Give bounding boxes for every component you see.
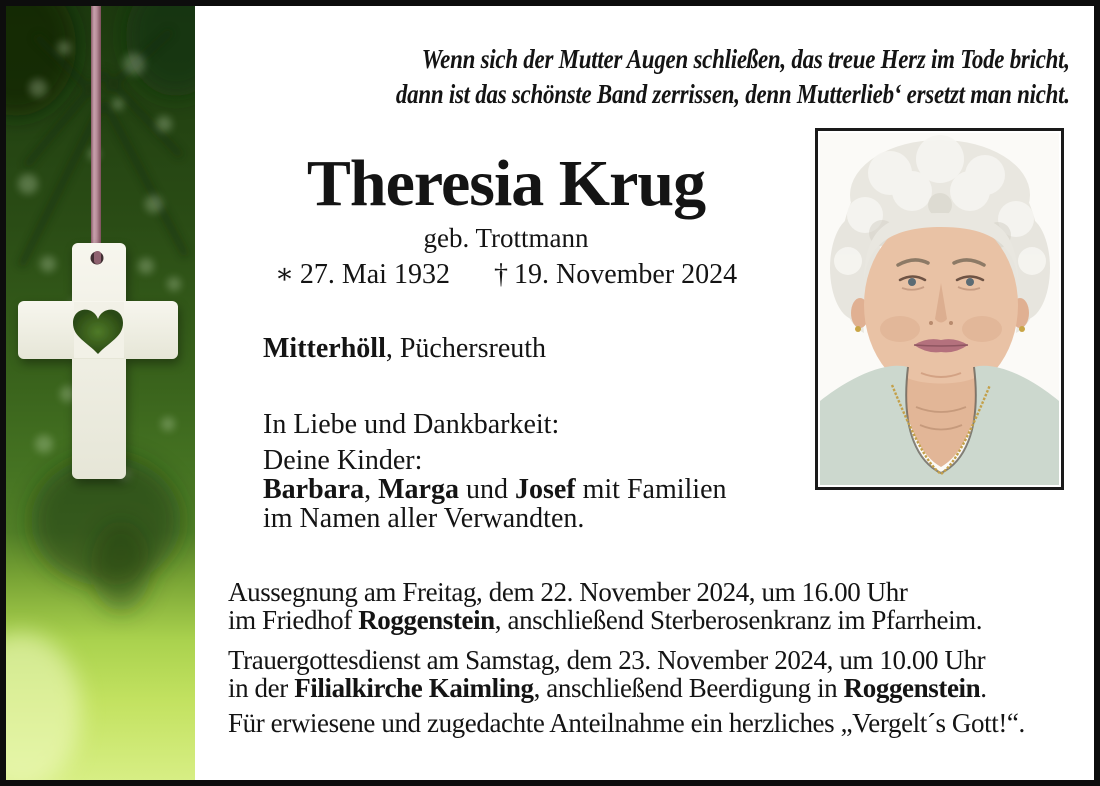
text-segment: , Püchersreuth bbox=[385, 333, 547, 364]
birth-date-group bbox=[275, 259, 450, 290]
portrait-photo bbox=[815, 128, 1064, 490]
children-label: Deine Kinder: bbox=[263, 445, 423, 476]
death-cross-symbol: † bbox=[493, 259, 508, 291]
birth-date: 27. Mai 1932 bbox=[299, 259, 450, 291]
relatives-line: im Namen aller Verwandten. bbox=[263, 503, 585, 534]
text-segment: Aussegnung am Freitag, dem 22. November 2024, um 16.00 Uhr bbox=[228, 577, 908, 607]
text-segment: in der bbox=[228, 673, 295, 703]
text-segment: Barbara bbox=[263, 474, 365, 505]
children-names-line bbox=[263, 475, 727, 504]
memorial-cross-photo bbox=[6, 6, 195, 780]
announcement-line bbox=[228, 709, 1025, 737]
text-segment: , anschließend Beerdigung in bbox=[533, 673, 844, 703]
right-earring bbox=[1019, 326, 1025, 332]
text-segment: Für erwiesene und zugedachte Anteilnahme ein herzliches „Vergelt´s Gott!“. bbox=[228, 708, 1025, 738]
death-date: 19. November 2024 bbox=[513, 259, 738, 291]
announcement-line bbox=[228, 578, 1025, 606]
text-segment: im Friedhof bbox=[228, 605, 359, 635]
verse-line-1: Wenn sich der Mutter Augen schließen, das treue Herz im Tode bricht, bbox=[421, 44, 1070, 74]
cross-pendant-illustration bbox=[6, 6, 195, 780]
portrait-illustration bbox=[820, 133, 1059, 485]
gratitude-line: In Liebe und Dankbarkeit: bbox=[263, 409, 560, 440]
maiden-name: geb. Trottmann bbox=[423, 223, 589, 254]
thanks-line bbox=[228, 709, 1025, 737]
residence-line bbox=[263, 334, 546, 364]
funeral-announcements bbox=[228, 578, 1025, 749]
announcement-line bbox=[228, 606, 1025, 634]
text-segment: , bbox=[364, 474, 379, 505]
text-segment: Marga bbox=[378, 474, 459, 505]
blessing-announcement bbox=[228, 578, 1025, 634]
deceased-header bbox=[195, 148, 817, 290]
memorial-verse bbox=[396, 42, 1070, 112]
text-segment: , anschließend Sterberosenkranz im Pfarrheim. bbox=[494, 605, 983, 635]
text-segment: . bbox=[980, 673, 987, 703]
pendant-cord bbox=[91, 6, 101, 262]
death-date-group bbox=[494, 259, 737, 290]
verse-line-2: dann ist das schönste Band zerrissen, denn Mutterlieb‘ ersetzt man nicht. bbox=[396, 79, 1070, 109]
text-segment: Filialkirche Kaimling bbox=[294, 673, 534, 703]
announcement-line bbox=[228, 646, 1025, 674]
text-segment: Roggenstein bbox=[358, 605, 495, 635]
family-block bbox=[263, 446, 727, 533]
deceased-name: Theresia Krug bbox=[306, 147, 706, 220]
text-segment: mit Familien bbox=[575, 474, 727, 505]
text-segment: Roggenstein bbox=[843, 673, 981, 703]
text-segment: Josef bbox=[514, 474, 576, 505]
requiem-announcement bbox=[228, 646, 1025, 702]
text-segment: Trauergottesdienst am Samstag, dem 23. November 2024, um 10.00 Uhr bbox=[228, 645, 986, 675]
birth-star-symbol: ∗ bbox=[274, 259, 294, 291]
text-segment: Mitterhöll bbox=[263, 333, 386, 364]
announcement-line bbox=[228, 674, 1025, 702]
text-segment: und bbox=[458, 474, 515, 505]
life-dates bbox=[195, 260, 817, 290]
left-earring bbox=[855, 326, 861, 332]
